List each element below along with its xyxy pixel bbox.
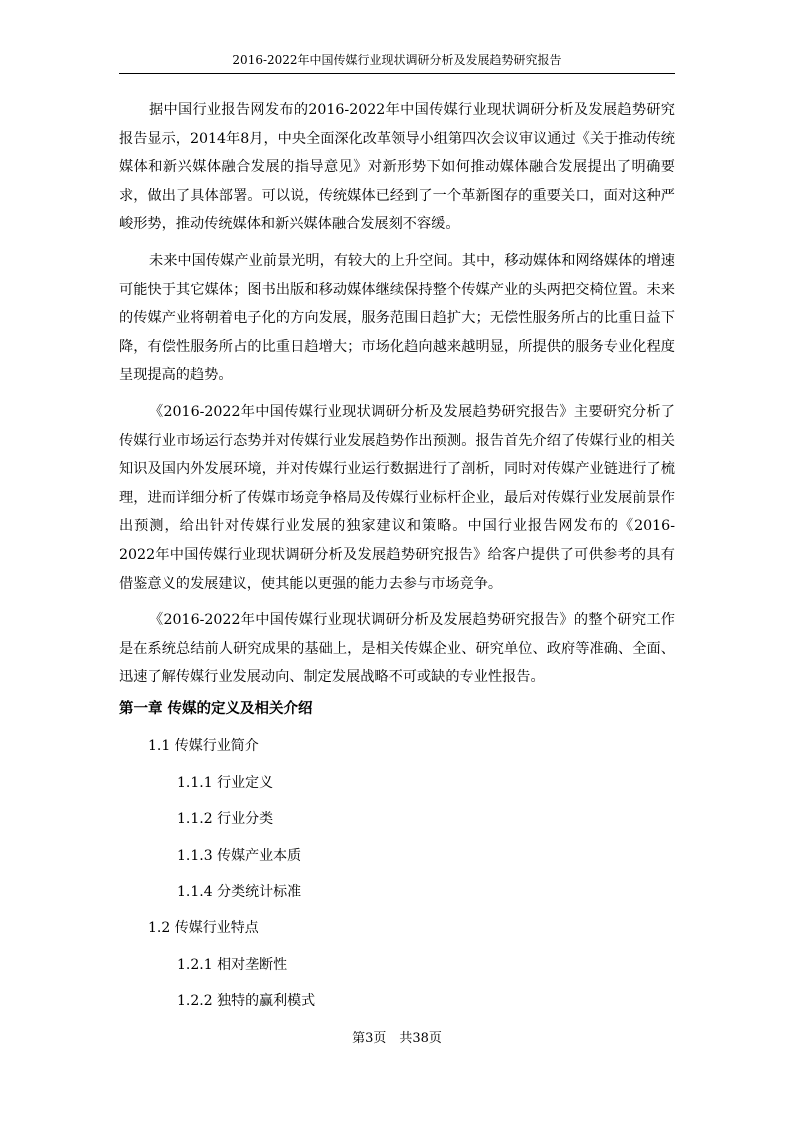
paragraph-report-value: 《2016-2022年中国传媒行业现状调研分析及发展趋势研究报告》的整个研究工作是在系统总结前人研究成果的基础上，是相关传媒企业、研究单位、政府等准确、全面、迅速了解传媒行业发展动向、制定发展战略不可或缺的专业性报告。 — [119, 612, 675, 686]
toc-item-1-1-2: 1.1.2 行业分类 — [177, 811, 274, 827]
header-divider — [119, 73, 675, 74]
paragraph-report-summary: 《2016-2022年中国传媒行业现状调研分析及发展趋势研究报告》主要研究分析了传媒行业市场运行态势并对传媒行业发展趋势作出预测。报告首先介绍了传媒行业的相关知识及国内外发展环境，并对传媒行业运行数据进行了剖析，同时对传媒产业链进行了梳理，进而详细分析了传媒市场竞争格局及传媒行业标杆企业，最后对传媒行业发展前景作出预测，给出针对传媒行业发展的独家建议和策略。中国行业报告网发布的《2016-2022年中国传媒行业现状调研分析及发展趋势研究报告》给客户提供了可供参考的具有借鉴意义的发展建议，使其能以更强的能力去参与市场竞争。 — [119, 403, 675, 592]
toc-item-1-2-1: 1.2.1 相对垄断性 — [177, 957, 288, 973]
page-number-footer: 第3页 共38页 — [352, 1031, 442, 1046]
body-text — [119, 96, 675, 700]
toc-item-1-1-1: 1.1.1 行业定义 — [177, 775, 274, 791]
paragraph-intro: 据中国行业报告网发布的2016-2022年中国传媒行业现状调研分析及发展趋势研究报告显示，2014年8月，中央全面深化改革领导小组第四次会议审议通过《关于推动传统媒体和新兴媒体融合发展的指导意见》对新形势下如何推动媒体融合发展提出了明确要求，做出了具体部署。可以说，传统媒体已经到了一个革新图存的重要关口，面对这种严峻形势，推动传统媒体和新兴媒体融合发展刻不容缓。 — [119, 102, 675, 233]
toc-item-1-2: 1.2 传媒行业特点 — [148, 920, 259, 936]
toc-item-1-1-3: 1.1.3 传媒产业本质 — [177, 848, 302, 864]
toc-item-1-2-2: 1.2.2 独特的赢利模式 — [177, 993, 316, 1009]
toc-item-1-1-4: 1.1.4 分类统计标准 — [177, 884, 302, 900]
toc-item-1-1: 1.1 传媒行业简介 — [148, 738, 259, 754]
paragraph-outlook: 未来中国传媒产业前景光明，有较大的上升空间。其中，移动媒体和网络媒体的增速可能快于其它媒体；图书出版和移动媒体继续保持整个传媒产业的头两把交椅位置。未来的传媒产业将朝着电子化的方向发展，服务范围日趋扩大；无偿性服务所占的比重日益下降，有偿性服务所占的比重日趋增大；市场化趋向越来越明显，所提供的服务专业化程度呈现提高的趋势。 — [119, 252, 675, 384]
running-header: 2016-2022年中国传媒行业现状调研分析及发展趋势研究报告 — [232, 53, 562, 67]
chapter-heading: 第一章 传媒的定义及相关介绍 — [119, 700, 313, 717]
